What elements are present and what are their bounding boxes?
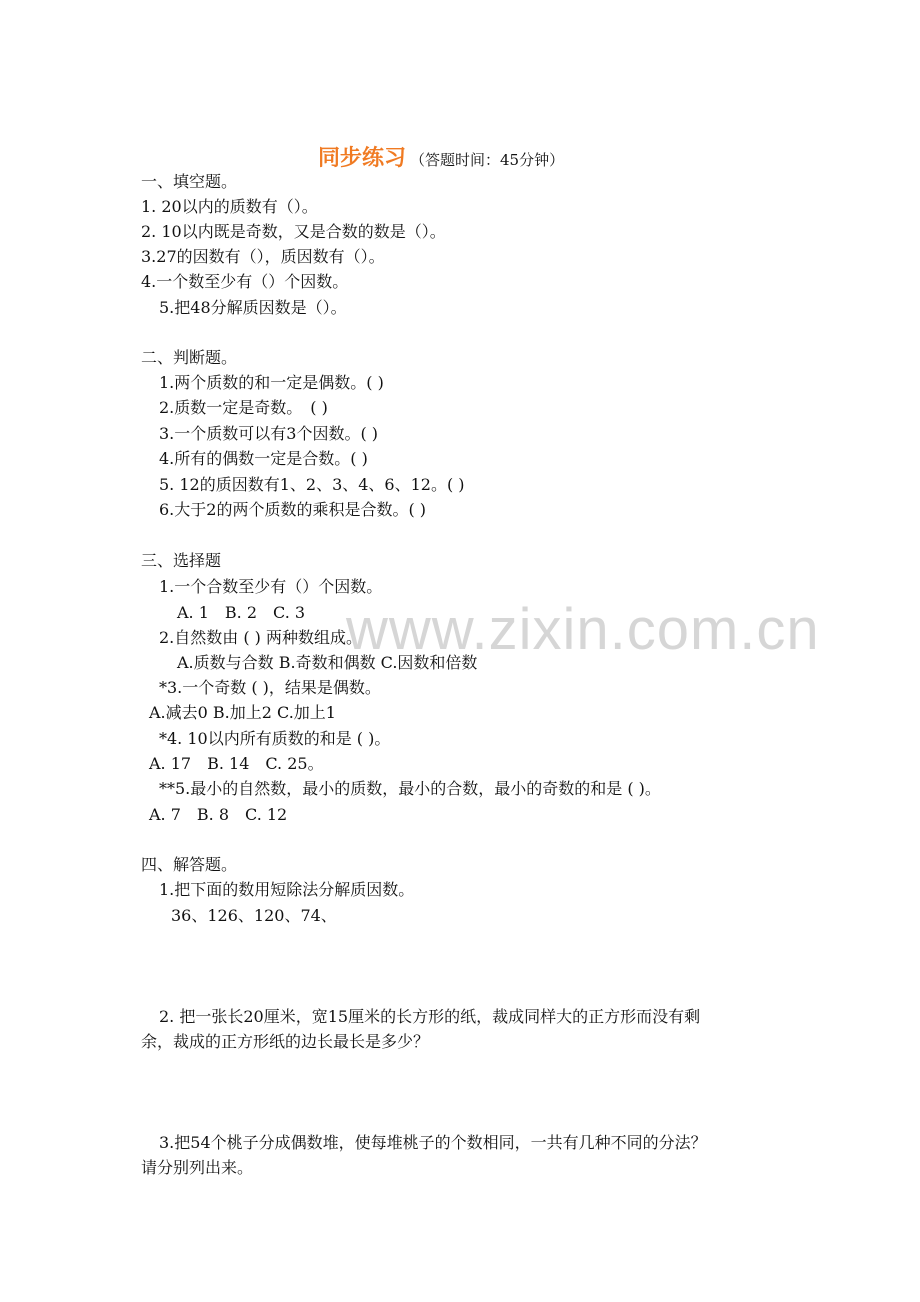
choice-q3-options: A.减去0 B.加上2 C.加上1 [149,703,336,722]
answer-q3-line1: 3.把54个桃子分成偶数堆，使每堆桃子的个数相同，一共有几种不同的分法？ [159,1133,707,1152]
fill-item-2: 2. 10以内既是奇数，又是合数的数是（）。 [141,222,446,241]
choice-q1: 1.一个合数至少有（）个因数。 [159,577,383,596]
choice-q2: 2.自然数由 ( ) 两种数组成。 [159,628,363,647]
judge-item-6: 6.大于2的两个质数的乘积是合数。( ) [159,500,427,519]
judge-item-4: 4.所有的偶数一定是合数。( ) [159,449,368,468]
choice-q4-options: A. 17 B. 14 C. 25。 [149,754,324,773]
answer-q3-line2: 请分别列出来。 [141,1158,254,1177]
section4-heading: 四、解答题。 [141,855,238,874]
fill-item-5: 5.把48分解质因数是（）。 [159,298,347,317]
judge-item-2: 2.质数一定是奇数。 ( ) [159,398,328,417]
choice-q5: **5.最小的自然数，最小的质数，最小的合数，最小的奇数的和是 ( )。 [159,779,661,798]
choice-q5-options: A. 7 B. 8 C. 12 [149,805,288,824]
title-main: 同步练习 [318,146,407,171]
choice-q3: *3.一个奇数 ( )，结果是偶数。 [159,678,381,697]
fill-item-3: 3.27的因数有（），质因数有（）。 [141,247,385,266]
judge-item-1: 1.两个质数的和一定是偶数。( ) [159,373,384,392]
title-subtitle: （答题时间：45分钟） [410,151,565,169]
choice-q4: *4. 10以内所有质数的和是 ( )。 [159,729,391,748]
answer-q1-numbers: 36、126、120、74、 [171,906,337,925]
judge-item-3: 3.一个质数可以有3个因数。( ) [159,424,379,443]
choice-q1-options: A. 1 B. 2 C. 3 [177,603,306,622]
section1-heading: 一、填空题。 [141,172,238,191]
section2-heading: 二、判断题。 [141,348,238,367]
answer-q2-line2: 余，裁成的正方形纸的边长最长是多少？ [141,1032,430,1051]
section3-heading: 三、选择题 [141,551,222,570]
choice-q2-options: A.质数与合数 B.奇数和偶数 C.因数和倍数 [177,653,478,672]
fill-item-1: 1. 20以内的质数有（）。 [141,197,318,216]
page-title [318,141,564,172]
answer-q1: 1.把下面的数用短除法分解质因数。 [159,880,415,899]
watermark: www.zixin.com.cn [346,597,820,662]
fill-item-4: 4.一个数至少有（）个因数。 [141,272,349,291]
judge-item-5: 5. 12的质因数有1、2、3、4、6、12。( ) [159,475,465,494]
answer-q2-line1: 2. 把一张长20厘米，宽15厘米的长方形的纸，裁成同样大的正方形而没有剩 [159,1007,701,1026]
